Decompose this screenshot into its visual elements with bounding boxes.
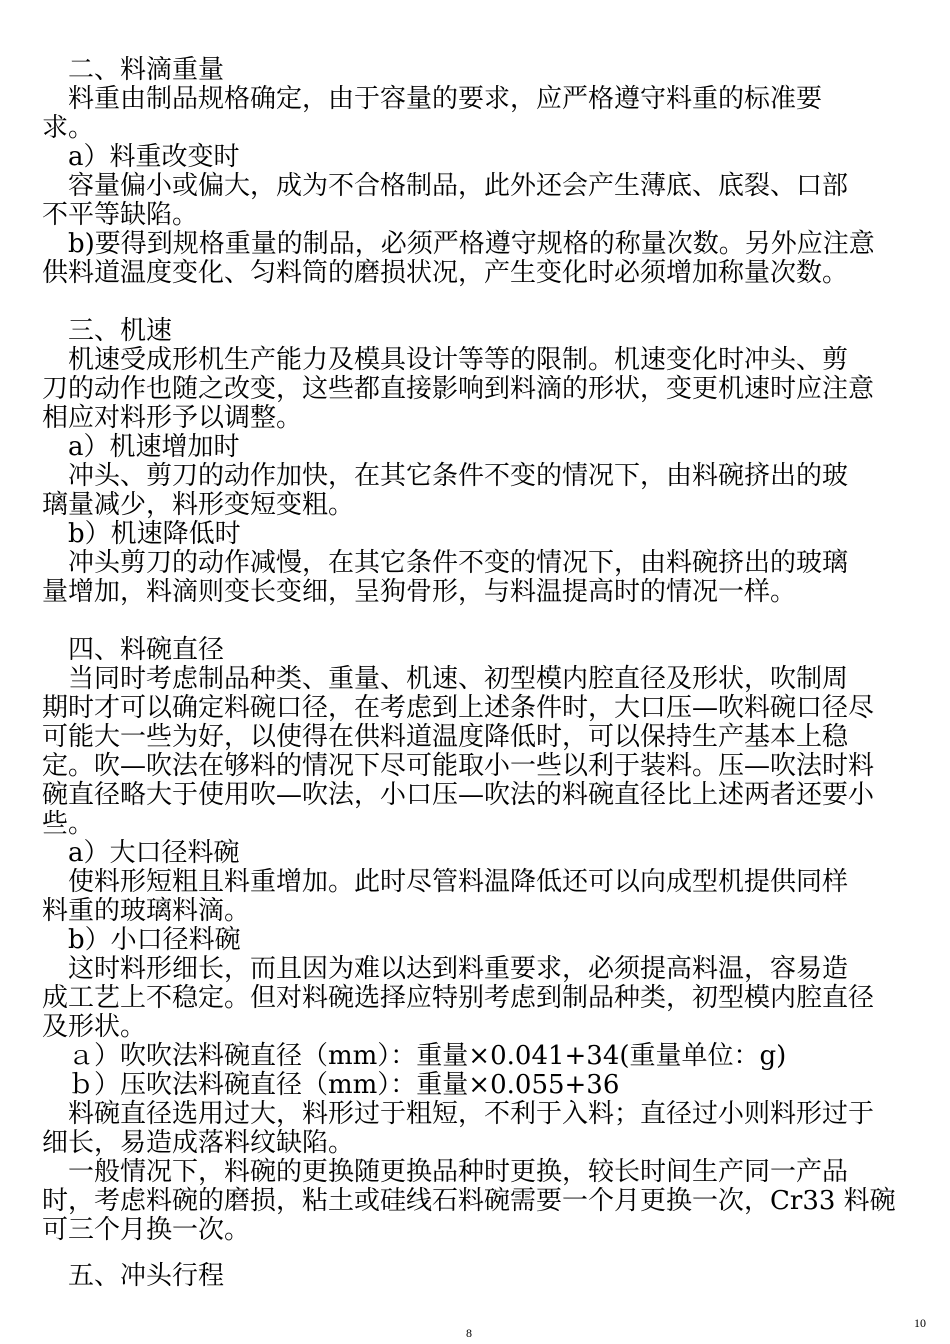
text-line: 料碗直径选用过大，料形过于粗短，不利于入料；直径过小则料形过于 — [42, 1099, 875, 1129]
text-line: 可能大一些为好，以使得在供料道温度降低时，可以保持生产基本上稳 — [42, 722, 849, 752]
text-line: a）大口径料碗 — [42, 838, 240, 868]
text-line: 二、料滴重量 — [42, 55, 225, 85]
text-line: b)要得到规格重量的制品，必须严格遵守规格的称量次数。另外应注意 — [42, 229, 875, 259]
text-line: b）小口径料碗 — [42, 925, 241, 955]
page-number-center: 8 — [466, 1326, 472, 1340]
section-heading: 四、料碗直径 — [42, 635, 225, 665]
text-line: 当同时考虑制品种类、重量、机速、初型模内腔直径及形状，吹制周 — [42, 664, 849, 694]
text-line: 料重的玻璃料滴。 — [42, 896, 251, 926]
text-line: 使料形短粗且料重增加。此时尽管料温降低还可以向成型机提供同样 — [42, 867, 849, 897]
section-heading: 五、冲头行程 — [42, 1261, 225, 1291]
formula-line: ｂ）压吹法料碗直径（mm）：重量×0.055+36 — [42, 1070, 620, 1100]
text-line: 成工艺上不稳定。但对料碗选择应特别考虑到制品种类，初型模内腔直径 — [42, 983, 875, 1013]
text-line: 及形状。 — [42, 1012, 147, 1042]
text-line: 期时才可以确定料碗口径，在考虑到上述条件时，大口压—吹料碗口径尽 — [42, 693, 875, 723]
text-line: 细长，易造成落料纹缺陷。 — [42, 1128, 355, 1158]
text-line: 不平等缺陷。 — [42, 200, 199, 230]
text-line: 定。吹—吹法在够料的情况下尽可能取小一些以利于装料。压—吹法时料 — [42, 751, 875, 781]
page-number-right: 10 — [914, 1316, 926, 1330]
text-line: 供料道温度变化、匀料筒的磨损状况，产生变化时必须增加称量次数。 — [42, 258, 849, 288]
text-line: 璃量减少，料形变短变粗。 — [42, 490, 355, 520]
formula-line: ａ）吹吹法料碗直径（mm）：重量×0.041+34(重量单位：g) — [42, 1041, 787, 1071]
text-line: 这时料形细长，而且因为难以达到料重要求，必须提高料温，容易造 — [42, 954, 849, 984]
text-line: b）机速降低时 — [42, 519, 241, 549]
text-line: 冲头、剪刀的动作加快，在其它条件不变的情况下，由料碗挤出的玻 — [42, 461, 849, 491]
text-line: 相应对料形予以调整。 — [42, 403, 303, 433]
text-line: 时，考虑料碗的磨损，粘土或硅线石料碗需要一个月更换一次，Cr33 料碗 — [42, 1186, 896, 1216]
text-line: 可三个月换一次。 — [42, 1215, 251, 1245]
text-line: 刀的动作也随之改变，这些都直接影响到料滴的形状，变更机速时应注意 — [42, 374, 875, 404]
text-line: 量增加，料滴则变长变细，呈狗骨形，与料温提高时的情况一样。 — [42, 577, 797, 607]
text-line: 一般情况下，料碗的更换随更换品种时更换，较长时间生产同一产品 — [42, 1157, 849, 1187]
text-line: 些。 — [42, 809, 95, 839]
section-heading: 三、机速 — [42, 316, 173, 346]
text-line: 求。 — [42, 113, 95, 143]
text-line: 碗直径略大于使用吹—吹法，小口压—吹法的料碗直径比上述两者还要小 — [42, 780, 875, 810]
text-line: a）机速增加时 — [42, 432, 240, 462]
text-line: 料重由制品规格确定，由于容量的要求，应严格遵守料重的标准要 — [42, 84, 823, 114]
text-line: a）料重改变时 — [42, 142, 240, 172]
text-line: 机速受成形机生产能力及模具设计等等的限制。机速变化时冲头、剪 — [42, 345, 849, 375]
text-line: 容量偏小或偏大，成为不合格制品，此外还会产生薄底、底裂、口部 — [42, 171, 849, 201]
text-line: 冲头剪刀的动作减慢，在其它条件不变的情况下，由料碗挤出的玻璃 — [42, 548, 849, 578]
